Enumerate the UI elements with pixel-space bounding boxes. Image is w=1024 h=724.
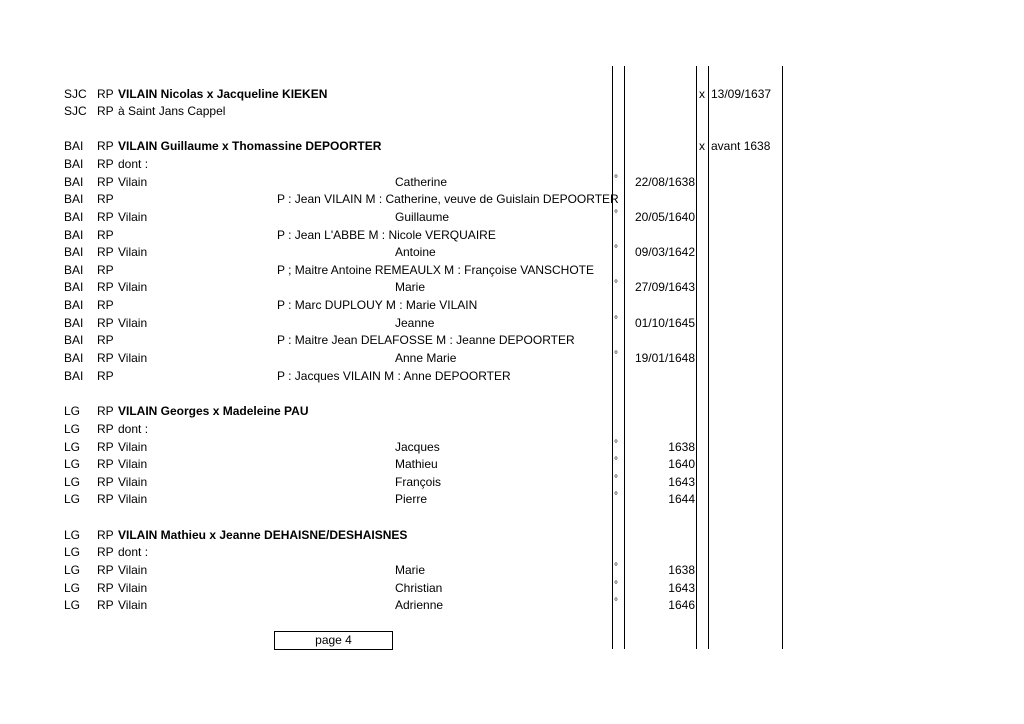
given-name: Mathieu — [395, 457, 438, 471]
record-code: LG — [64, 404, 81, 418]
given-name: Christian — [395, 581, 443, 595]
page-number-box — [274, 631, 393, 650]
couple-title: VILAIN Georges x Madeleine PAU — [118, 404, 309, 418]
record-type: RP — [97, 457, 114, 471]
record-code: BAI — [64, 175, 84, 189]
record-code: BAI — [64, 157, 84, 171]
baptism-date: 1646 — [668, 598, 695, 612]
record-row — [0, 138, 1024, 155]
given-name: Pierre — [395, 492, 428, 506]
record-type: RP — [97, 422, 114, 436]
record-type: RP — [97, 598, 114, 612]
record-row — [0, 580, 1024, 597]
baptism-date: 19/01/1648 — [634, 351, 695, 365]
record-type: RP — [97, 404, 114, 418]
record-type: RP — [97, 369, 114, 383]
baptism-symbol: ° — [614, 209, 618, 220]
family-name: dont : — [118, 157, 149, 171]
family-name: Vilain — [118, 598, 148, 612]
record-row — [0, 544, 1024, 561]
family-name: Vilain — [118, 457, 148, 471]
record-row — [0, 279, 1024, 296]
record-row — [0, 86, 1024, 103]
record-row — [0, 191, 1024, 208]
record-row — [0, 562, 1024, 579]
record-code: BAI — [64, 245, 84, 259]
marriage-date: 13/09/1637 — [711, 87, 772, 101]
family-name: Vilain — [118, 316, 148, 330]
record-code: BAI — [64, 139, 84, 153]
family-name: Vilain — [118, 581, 148, 595]
godparents-text: P ; Maitre Antoine REMEAULX M : Françoise VANSCHOTE — [277, 263, 594, 277]
baptism-symbol: ° — [614, 580, 618, 591]
record-row — [0, 350, 1024, 367]
record-type: RP — [97, 528, 114, 542]
baptism-date: 1638 — [668, 563, 695, 577]
family-name: Vilain — [118, 351, 148, 365]
record-code: LG — [64, 598, 81, 612]
record-type: RP — [97, 298, 114, 312]
given-name: Anne Marie — [395, 351, 457, 365]
baptism-symbol: ° — [614, 456, 618, 467]
record-row — [0, 174, 1024, 191]
record-type: RP — [97, 87, 114, 101]
record-row — [0, 368, 1024, 385]
record-row — [0, 474, 1024, 491]
baptism-symbol: ° — [614, 315, 618, 326]
family-name: dont : — [118, 422, 149, 436]
baptism-symbol: ° — [614, 491, 618, 502]
couple-title: VILAIN Mathieu x Jeanne DEHAISNE/DESHAISNES — [118, 528, 408, 542]
family-name: Vilain — [118, 492, 148, 506]
record-type: RP — [97, 492, 114, 506]
marriage-symbol: x — [699, 87, 705, 101]
baptism-date: 22/08/1638 — [634, 175, 695, 189]
godparents-text: P : Marc DUPLOUY M : Marie VILAIN — [277, 298, 478, 312]
record-type: RP — [97, 139, 114, 153]
baptism-symbol: ° — [614, 244, 618, 255]
record-row — [0, 156, 1024, 173]
record-type: RP — [97, 475, 114, 489]
record-type: RP — [97, 245, 114, 259]
godparents-text: P : Jean VILAIN M : Catherine, veuve de Guislain DEPOORTER — [277, 192, 619, 206]
record-row — [0, 439, 1024, 456]
family-name: Vilain — [118, 475, 148, 489]
record-type: RP — [97, 545, 114, 559]
record-type: RP — [97, 104, 114, 118]
record-row — [0, 227, 1024, 244]
record-row — [0, 262, 1024, 279]
family-name: Vilain — [118, 210, 148, 224]
record-row — [0, 597, 1024, 614]
record-row — [0, 527, 1024, 544]
baptism-symbol: ° — [614, 562, 618, 573]
baptism-date: 01/10/1645 — [634, 316, 695, 330]
record-type: RP — [97, 157, 114, 171]
record-code: LG — [64, 545, 81, 559]
given-name: Guillaume — [395, 210, 450, 224]
given-name: Antoine — [395, 245, 436, 259]
baptism-symbol: ° — [614, 439, 618, 450]
record-type: RP — [97, 351, 114, 365]
record-code: LG — [64, 563, 81, 577]
baptism-date: 1643 — [668, 581, 695, 595]
given-name: Adrienne — [395, 598, 444, 612]
marriage-symbol: x — [699, 139, 705, 153]
record-code: BAI — [64, 298, 84, 312]
baptism-date: 1644 — [668, 492, 695, 506]
record-code: SJC — [64, 87, 87, 101]
record-code: SJC — [64, 104, 87, 118]
godparents-text: P : Maitre Jean DELAFOSSE M : Jeanne DEPOORTER — [277, 333, 575, 347]
baptism-date: 1638 — [668, 440, 695, 454]
record-code: LG — [64, 475, 81, 489]
record-code: BAI — [64, 333, 84, 347]
record-code: LG — [64, 528, 81, 542]
record-code: BAI — [64, 192, 84, 206]
record-code: BAI — [64, 228, 84, 242]
godparents-text: P : Jean L'ABBE M : Nicole VERQUAIRE — [277, 228, 496, 242]
record-code: LG — [64, 457, 81, 471]
record-row — [0, 403, 1024, 420]
family-name: à Saint Jans Cappel — [118, 104, 226, 118]
given-name: François — [395, 475, 442, 489]
godparents-text: P : Jacques VILAIN M : Anne DEPOORTER — [277, 369, 511, 383]
baptism-date: 1643 — [668, 475, 695, 489]
record-type: RP — [97, 316, 114, 330]
record-code: LG — [64, 440, 81, 454]
record-type: RP — [97, 581, 114, 595]
record-code: LG — [64, 492, 81, 506]
family-name: Vilain — [118, 440, 148, 454]
baptism-symbol: ° — [614, 597, 618, 608]
baptism-date: 09/03/1642 — [634, 245, 695, 259]
record-type: RP — [97, 175, 114, 189]
record-code: LG — [64, 422, 81, 436]
given-name: Marie — [395, 280, 426, 294]
record-code: BAI — [64, 369, 84, 383]
record-type: RP — [97, 228, 114, 242]
baptism-date: 1640 — [668, 457, 695, 471]
record-row — [0, 297, 1024, 314]
record-row — [0, 209, 1024, 226]
record-row — [0, 315, 1024, 332]
given-name: Jeanne — [395, 316, 435, 330]
record-type: RP — [97, 263, 114, 277]
record-code: BAI — [64, 210, 84, 224]
family-name: Vilain — [118, 280, 148, 294]
baptism-symbol: ° — [614, 474, 618, 485]
record-row — [0, 456, 1024, 473]
couple-title: VILAIN Guillaume x Thomassine DEPOORTER — [118, 139, 382, 153]
given-name: Marie — [395, 563, 426, 577]
record-code: BAI — [64, 351, 84, 365]
record-type: RP — [97, 563, 114, 577]
record-type: RP — [97, 192, 114, 206]
family-name: Vilain — [118, 175, 148, 189]
record-row — [0, 491, 1024, 508]
family-name: Vilain — [118, 563, 148, 577]
page-number-label: page 4 — [315, 633, 352, 647]
record-type: RP — [97, 333, 114, 347]
baptism-symbol: ° — [614, 174, 618, 185]
baptism-date: 27/09/1643 — [634, 280, 695, 294]
baptism-symbol: ° — [614, 350, 618, 361]
family-name: Vilain — [118, 245, 148, 259]
baptism-date: 20/05/1640 — [634, 210, 695, 224]
given-name: Catherine — [395, 175, 448, 189]
record-row — [0, 103, 1024, 120]
record-code: BAI — [64, 263, 84, 277]
record-row — [0, 332, 1024, 349]
marriage-date: avant 1638 — [711, 139, 771, 153]
record-type: RP — [97, 210, 114, 224]
record-row — [0, 421, 1024, 438]
record-code: BAI — [64, 280, 84, 294]
family-name: dont : — [118, 545, 149, 559]
record-row — [0, 244, 1024, 261]
baptism-symbol: ° — [614, 279, 618, 290]
record-code: LG — [64, 581, 81, 595]
record-type: RP — [97, 280, 114, 294]
record-code: BAI — [64, 316, 84, 330]
record-type: RP — [97, 440, 114, 454]
couple-title: VILAIN Nicolas x Jacqueline KIEKEN — [118, 87, 328, 101]
given-name: Jacques — [395, 440, 440, 454]
